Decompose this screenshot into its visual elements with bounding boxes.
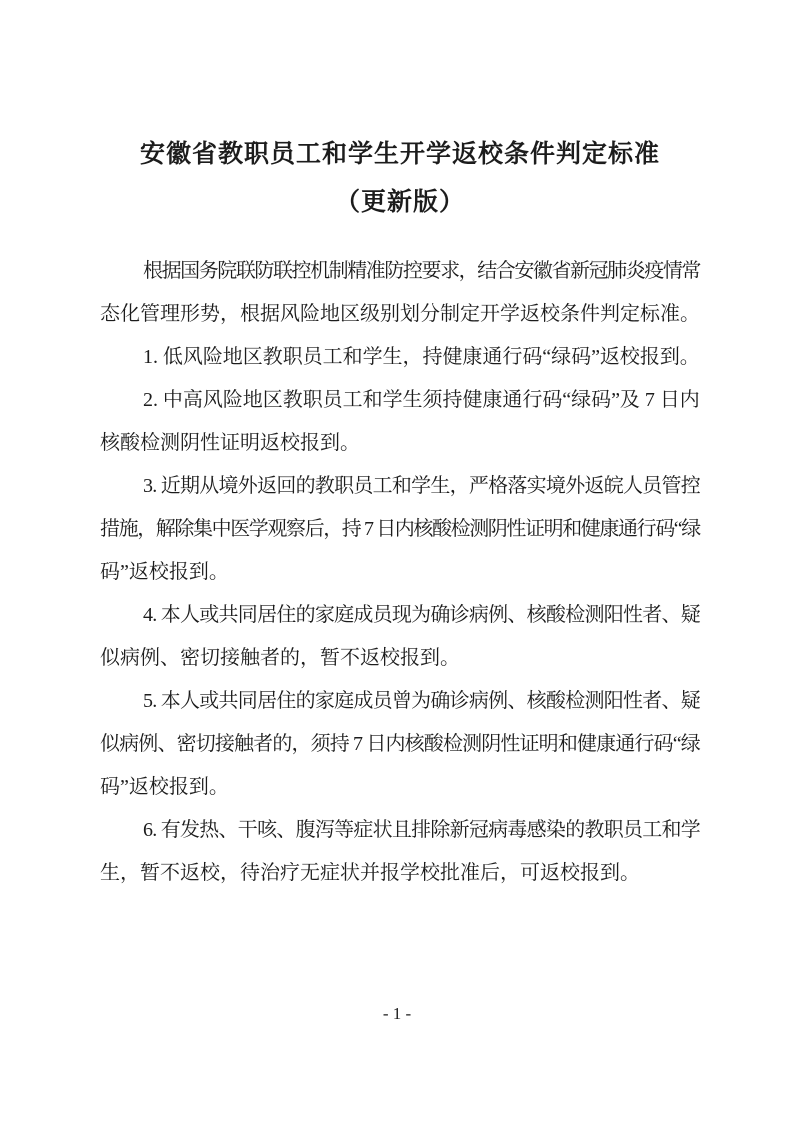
paragraph-line: 1. 低风险地区教职员工和学生，持健康通行码“绿码”返校报到。 [143,346,700,368]
paragraph-line: 似病例、密切接触者的，暂不返校报到。 [100,647,460,669]
page-footer [0,1003,794,1025]
paragraph-line: 态化管理形势，根据风险地区级别划分制定开学返校条件判定标准。 [100,303,700,325]
paragraph-line: 码”返校报到。 [100,561,229,583]
document-body [100,250,700,895]
title-line-2: （更新版） [334,189,465,216]
paragraph-line: 5. 本人或共同居住的家庭成员曾为确诊病例、核酸检测阳性者、疑 [143,690,700,712]
title-line-1: 安徽省教职员工和学生开学返校条件判定标准 [139,141,660,168]
paragraph-line: 核酸检测阴性证明返校报到。 [100,432,360,454]
page-number: - 1 - [382,1004,412,1023]
paragraph-line: 生，暂不返校，待治疗无症状并报学校批准后，可返校报到。 [100,862,640,884]
paragraph-line: 2. 中高风险地区教职员工和学生须持健康通行码“绿码”及 7 日内 [143,389,700,411]
document-title [100,131,700,227]
paragraph-line: 根据国务院联防联控机制精准防控要求，结合安徽省新冠肺炎疫情常 [143,260,700,282]
paragraph-line: 4. 本人或共同居住的家庭成员现为确诊病例、核酸检测阳性者、疑 [143,604,700,626]
paragraph-line: 措施，解除集中医学观察后，持 7 日内核酸检测阴性证明和健康通行码“绿 [100,518,700,540]
page-content [100,0,700,895]
paragraph-line: 码”返校报到。 [100,776,229,798]
paragraph-line: 6. 有发热、干咳、腹泻等症状且排除新冠病毒感染的教职员工和学 [143,819,700,841]
paragraph-line: 似病例、密切接触者的，须持 7 日内核酸检测阴性证明和健康通行码“绿 [100,733,700,755]
paragraph-line: 3. 近期从境外返回的教职员工和学生，严格落实境外返皖人员管控 [143,475,700,497]
